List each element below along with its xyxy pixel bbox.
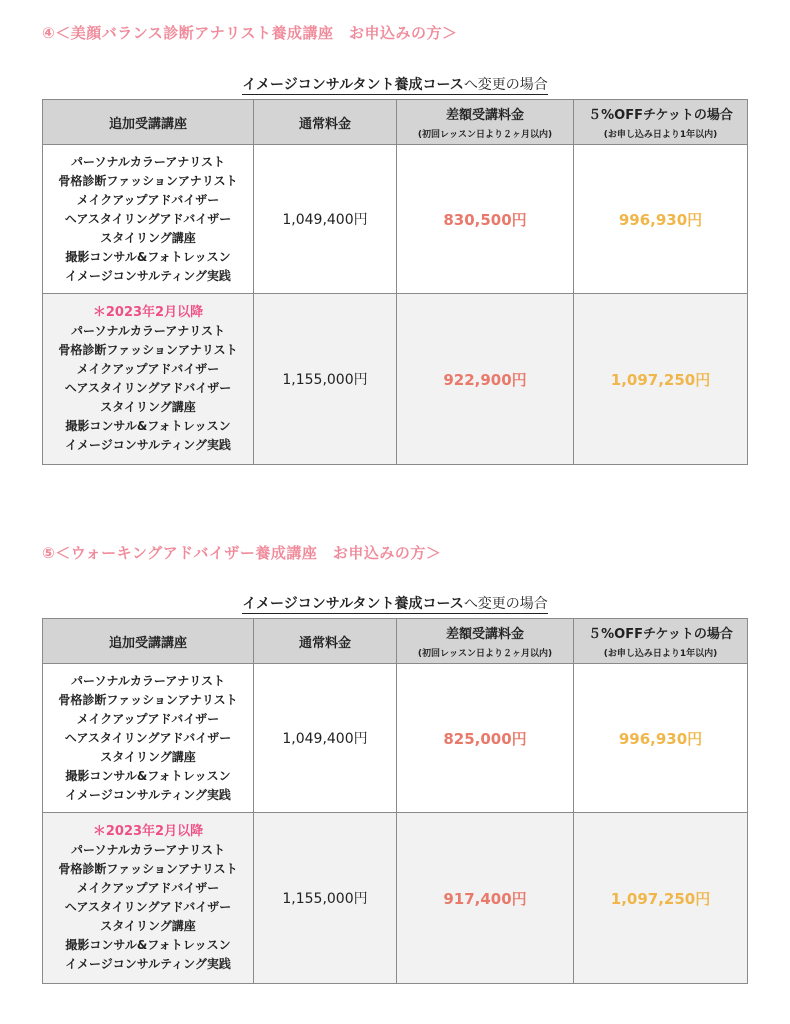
header-difference-sub: (初回レッスン日より２ヶ月以内) bbox=[417, 130, 553, 140]
course-item: 撮影コンサル&フォトレッスン bbox=[65, 249, 231, 264]
table-row bbox=[43, 294, 748, 465]
caption-suffix: へ変更の場合 bbox=[463, 596, 548, 612]
course-item: イメージコンサルティング実践 bbox=[65, 438, 231, 452]
course-item: パーソナルカラーアナリスト bbox=[70, 154, 226, 169]
discount-price: 1,097,250円 bbox=[574, 294, 748, 465]
table-row bbox=[43, 145, 748, 294]
header-difference-sub: (初回レッスン日より２ヶ月以内) bbox=[417, 649, 553, 659]
course-item: メイクアップアドバイザー bbox=[76, 711, 220, 726]
header-normal-price: 通常料金 bbox=[254, 619, 397, 664]
normal-price: 1,155,000円 bbox=[254, 813, 397, 984]
table-header-row bbox=[43, 619, 748, 664]
header-difference-price bbox=[397, 100, 574, 145]
caption-suffix: へ変更の場合 bbox=[463, 77, 548, 93]
difference-price: 922,900円 bbox=[397, 294, 574, 465]
table-caption bbox=[0, 593, 790, 613]
course-list bbox=[43, 294, 254, 465]
caption-course: イメージコンサルタント養成コース bbox=[242, 596, 464, 612]
course-item: パーソナルカラーアナリスト bbox=[70, 843, 226, 857]
header-discount-sub: (お申し込み日より1年以内) bbox=[603, 130, 718, 140]
price-table bbox=[42, 99, 748, 465]
header-discount-label: ５%OFFチケットの場合 bbox=[588, 108, 733, 123]
course-list bbox=[43, 664, 254, 813]
course-item: メイクアップアドバイザー bbox=[76, 881, 220, 895]
course-item: スタイリング講座 bbox=[100, 230, 196, 245]
normal-price: 1,155,000円 bbox=[254, 294, 397, 465]
course-item: ヘアスタイリングアドバイザー bbox=[64, 211, 232, 226]
header-difference-label: 差額受講料金 bbox=[445, 108, 524, 123]
header-difference-price bbox=[397, 619, 574, 664]
course-item: 骨格診断ファッションアナリスト bbox=[58, 173, 238, 188]
discount-price: 996,930円 bbox=[574, 664, 748, 813]
discount-price: 1,097,250円 bbox=[574, 813, 748, 984]
course-item: 骨格診断ファッションアナリスト bbox=[58, 862, 238, 876]
header-discount-sub: (お申し込み日より1年以内) bbox=[603, 649, 718, 659]
course-item: スタイリング講座 bbox=[100, 919, 196, 933]
course-list bbox=[43, 145, 254, 294]
course-item: ヘアスタイリングアドバイザー bbox=[64, 381, 232, 395]
normal-price: 1,049,400円 bbox=[254, 145, 397, 294]
course-list bbox=[43, 813, 254, 984]
caption-course: イメージコンサルタント養成コース bbox=[242, 77, 464, 93]
header-discount-ticket bbox=[574, 619, 748, 664]
discount-price: 996,930円 bbox=[574, 145, 748, 294]
header-discount-label: ５%OFFチケットの場合 bbox=[588, 627, 733, 642]
course-item: 骨格診断ファッションアナリスト bbox=[58, 343, 238, 357]
normal-price: 1,049,400円 bbox=[254, 664, 397, 813]
table-row bbox=[43, 813, 748, 984]
table-caption bbox=[0, 74, 790, 94]
section-title: ④＜美顔バランス診断アナリスト養成講座 お申込みの方＞ bbox=[42, 24, 458, 42]
course-item: パーソナルカラーアナリスト bbox=[70, 324, 226, 338]
header-additional-course: 追加受講講座 bbox=[43, 619, 254, 664]
header-difference-label: 差額受講料金 bbox=[445, 627, 524, 642]
course-item: スタイリング講座 bbox=[100, 749, 196, 764]
difference-price: 917,400円 bbox=[397, 813, 574, 984]
header-normal-price: 通常料金 bbox=[254, 100, 397, 145]
course-item: パーソナルカラーアナリスト bbox=[70, 673, 226, 688]
header-additional-course: 追加受講講座 bbox=[43, 100, 254, 145]
course-item: 撮影コンサル&フォトレッスン bbox=[65, 768, 231, 783]
course-item: メイクアップアドバイザー bbox=[76, 192, 220, 207]
date-note: ＊2023年2月以降 bbox=[92, 824, 204, 839]
price-table bbox=[42, 618, 748, 984]
section-title: ⑤＜ウォーキングアドバイザー養成講座 お申込みの方＞ bbox=[42, 544, 442, 562]
header-discount-ticket bbox=[574, 100, 748, 145]
course-item: メイクアップアドバイザー bbox=[76, 362, 220, 376]
course-item: ヘアスタイリングアドバイザー bbox=[64, 730, 232, 745]
course-item: イメージコンサルティング実践 bbox=[65, 787, 231, 802]
course-item: イメージコンサルティング実践 bbox=[65, 268, 231, 283]
course-item: 撮影コンサル&フォトレッスン bbox=[65, 419, 231, 433]
course-item: ヘアスタイリングアドバイザー bbox=[64, 900, 232, 914]
course-item: 撮影コンサル&フォトレッスン bbox=[65, 938, 231, 952]
table-header-row bbox=[43, 100, 748, 145]
date-note: ＊2023年2月以降 bbox=[92, 305, 204, 320]
difference-price: 825,000円 bbox=[397, 664, 574, 813]
difference-price: 830,500円 bbox=[397, 145, 574, 294]
course-item: スタイリング講座 bbox=[100, 400, 196, 414]
course-item: イメージコンサルティング実践 bbox=[65, 957, 231, 971]
table-row bbox=[43, 664, 748, 813]
course-item: 骨格診断ファッションアナリスト bbox=[58, 692, 238, 707]
